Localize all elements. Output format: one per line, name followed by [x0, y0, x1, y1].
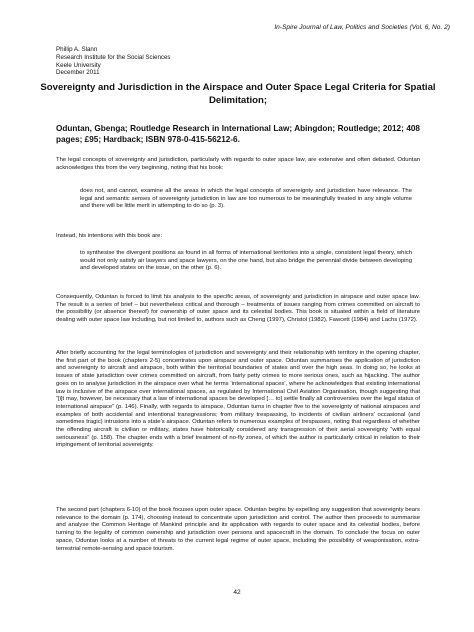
author-institute: Research Institute for the Social Sciences: [56, 53, 171, 61]
block-quote-scope: does not, and cannot, examine all the areas in which the legal concepts of sovereignty and jurisdiction have relevance. The legal and semantic senses of sovereignty jurisdiction in law are too numerous to be meaningfully treated in any single volume and there will be little merit in attempting to do so (p. 3).: [80, 188, 412, 210]
author-block: [56, 46, 171, 77]
paragraph-airspace-summary: After briefly accounting for the legal terminologies of jurisdiction and sovereignty and their relationship with territory in the opening chapter, the first part of the book (chapters 2-5) concentrates upon airspace and outer space. Oduntan summarises the application of jurisdiction and sovereignty to aircraft and airspace, both within the territorial boundaries of states and over the high seas. In doing so, he looks at issues of state jurisdiction over crimes committed on aircraft, from fairly petty crimes to more serious ones, such as hijacking. The author goes on to analyse jurisdiction in the airspace over what he terms ‘international spaces’, where he acknowledges that existing international law is inclusive of the airspace over international spaces, as regulated by International Civil Aviation Organisation, though suggesting that “[i]t may, however, be necessary that a law of international spaces be developed [… to] settle finally all controversies over the legal status of international airspace” (p. 146). Finally, with regards to airspace, Oduntan turns in chapter five to the sovereignty of national airspaces and examples of both accidental and intentional transgressions; from military trespassing, to incidents of civilian airliners’ occasional (and sometimes tragic) intrusions into a state’s airspace. Oduntan refers to numerous examples of trespasses, noting that regardless of whether the offending aircraft is civilian or military, states have historically considered any transgression of their aerial sovereignty “with equal seriousness” (p. 158). The chapter ends with a brief treatment of no-fly zones, of which the author is particularly critical in relation to their impingement of territorial sovereignty.: [56, 350, 420, 449]
author-name: Phillip A. Slann: [56, 46, 98, 53]
review-title: Sovereignty and Jurisdiction in the Airspace and Outer Space Legal Criteria for Spatial Delimitation;: [40, 82, 436, 106]
journal-header: In-Spire Journal of Law, Politics and Societies (Vol. 6, No. 2): [274, 24, 450, 31]
book-citation: Oduntan, Gbenga; Routledge Research in International Law; Abingdon; Routledge; 2012; 408 pages; £95; Hardback; ISBN 978-0-415-56212-6.: [56, 124, 420, 144]
page-number: 42: [233, 589, 241, 596]
paragraph-outer-space-summary: The second part (chapters 6-10) of the book focuses upon outer space. Oduntan begins by expelling any suggestion that sovereignty bears relevance to the domain (p. 174), choosing instead to concentrate upon jurisdiction and control. The author then proceeds to summarise and analyse the Common Heritage of Mankind principle and its application with regards to outer space and its celestial bodies, before turning to the legality of common ownership and jurisdiction over persons and spacecraft in the domain. To conclude the focus on outer space, Oduntan looks at a number of threats to the current legal regime of outer space, including the possibility of weaponisation, extra-terrestrial remote-sensing and space tourism.: [56, 507, 420, 552]
paragraph-consequently: Consequently, Oduntan is forced to limit his analysis to the specific areas, of sovereignty and jurisdiction in airspace and outer space law. The result is a series of brief – but nevertheless critical and thorough – treatments of issues ranging from crimes committed on aircraft to the possibility (or absence thereof) for ownership of outer space and its celestial bodies. This book is situated within a field of literature dealing with outer space law including, but not limited to, authors such as Cheng (1997), Christol (1982), Fawcett (1984) and Lachs (1972).: [56, 294, 420, 324]
author-date: December 2011: [56, 69, 100, 77]
paragraph-intentions: Instead, his intentions with this book are:: [56, 233, 163, 239]
paragraph-intro: The legal concepts of sovereignty and jurisdiction, particularly with regards to outer space law, are extensive and often debated. Oduntan acknowledges this from the very beginning, noting that his book:: [56, 157, 420, 171]
author-university: Keele University: [56, 61, 101, 69]
block-quote-intentions: to synthesise the divergent positions as found in all forms of international territories into a single, consistent legal theory, which would not only satisfy air lawyers and space lawyers, on the one hand, but also bridge the perennial divide between developing and developed states on the issue, on the other (p. 6).: [80, 250, 412, 272]
